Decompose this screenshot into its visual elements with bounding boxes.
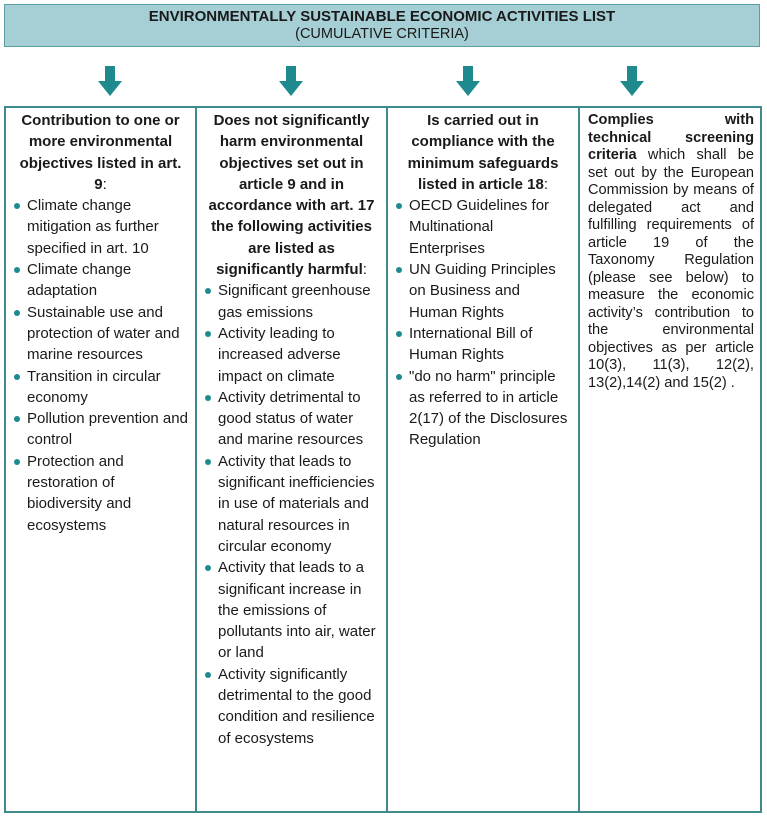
column-heading-tail: : [543,175,549,193]
list-item: Activity that leads to significant inefficiencies in use of materials and natural resources in circular economy [203,451,380,557]
column-heading-bold: Contribution to one or more environmental objectives listed in art. 9 [19,112,182,193]
list-item: Sustainable use and protection of water and marine resources [12,302,189,366]
column-body-text [588,112,754,392]
list-item: Transition in circular economy [12,366,189,409]
harmful-activities-list [203,280,380,749]
list-item: "do no harm" principle as referred to in article 2(17) of the Disclosures Regulation [394,366,572,451]
arrow-down-icon [620,66,644,96]
list-item: Pollution prevention and control [12,408,189,451]
column-heading-tail: : [362,261,367,279]
list-item: Activity that leads to a significant increase in the emissions of pollutants into air, water or land [203,557,380,663]
criteria-column-contribution [4,106,197,813]
column-heading [203,110,380,280]
column-body-rest: which shall be set out by the European Commission by means of delegated act and fulfilling requirements of article 19 of the Taxonomy Regulation (please see below) to measure the economic activity’s contribution to the environmental objectives as per article 10(3), 11(3), 12(2), 13(2),14(2) and 15(2) . [588,147,754,391]
list-item: Climate change mitigation as further specified in art. 10 [12,195,189,259]
diagram-subtitle: (CUMULATIVE CRITERIA) [295,26,469,42]
list-item: UN Guiding Principles on Business and Human Rights [394,259,572,323]
criteria-column-safeguards [386,106,580,813]
list-item: Activity leading to increased adverse impact on climate [203,323,380,387]
column-heading-tail: : [102,175,107,193]
list-item: OECD Guidelines for Multinational Enterprises [394,195,572,259]
list-item: International Bill of Human Rights [394,323,572,366]
arrow-down-icon [279,66,303,96]
list-item: Protection and restoration of biodiversity and ecosystems [12,451,189,536]
safeguards-list [394,195,572,451]
list-item: Activity detrimental to good status of water and marine resources [203,387,380,451]
diagram-header [4,4,760,47]
objectives-list [12,195,189,536]
column-heading-bold: Is carried out in compliance with the minimum safeguards listed in article 18 [407,112,559,193]
list-item: Climate change adaptation [12,259,189,302]
arrow-down-icon [98,66,122,96]
list-item: Activity significantly detrimental to the good condition and resilience of ecosystems [203,664,380,749]
list-item: Significant greenhouse gas emissions [203,280,380,323]
criteria-column-no-harm [195,106,388,813]
column-heading-bold: Does not significantly harm environmental objectives set out in article 9 and in accordance with art. 17 the following activities are listed as significantly harmful [208,112,375,279]
column-heading [12,110,189,195]
arrow-down-icon [456,66,480,96]
column-heading-bold: Complies with technical screening criteria [588,112,754,163]
diagram-title: ENVIRONMENTALLY SUSTAINABLE ECONOMIC ACTIVITIES LIST [148,8,616,25]
column-heading [394,110,572,195]
criteria-column-technical-screening [578,106,762,813]
